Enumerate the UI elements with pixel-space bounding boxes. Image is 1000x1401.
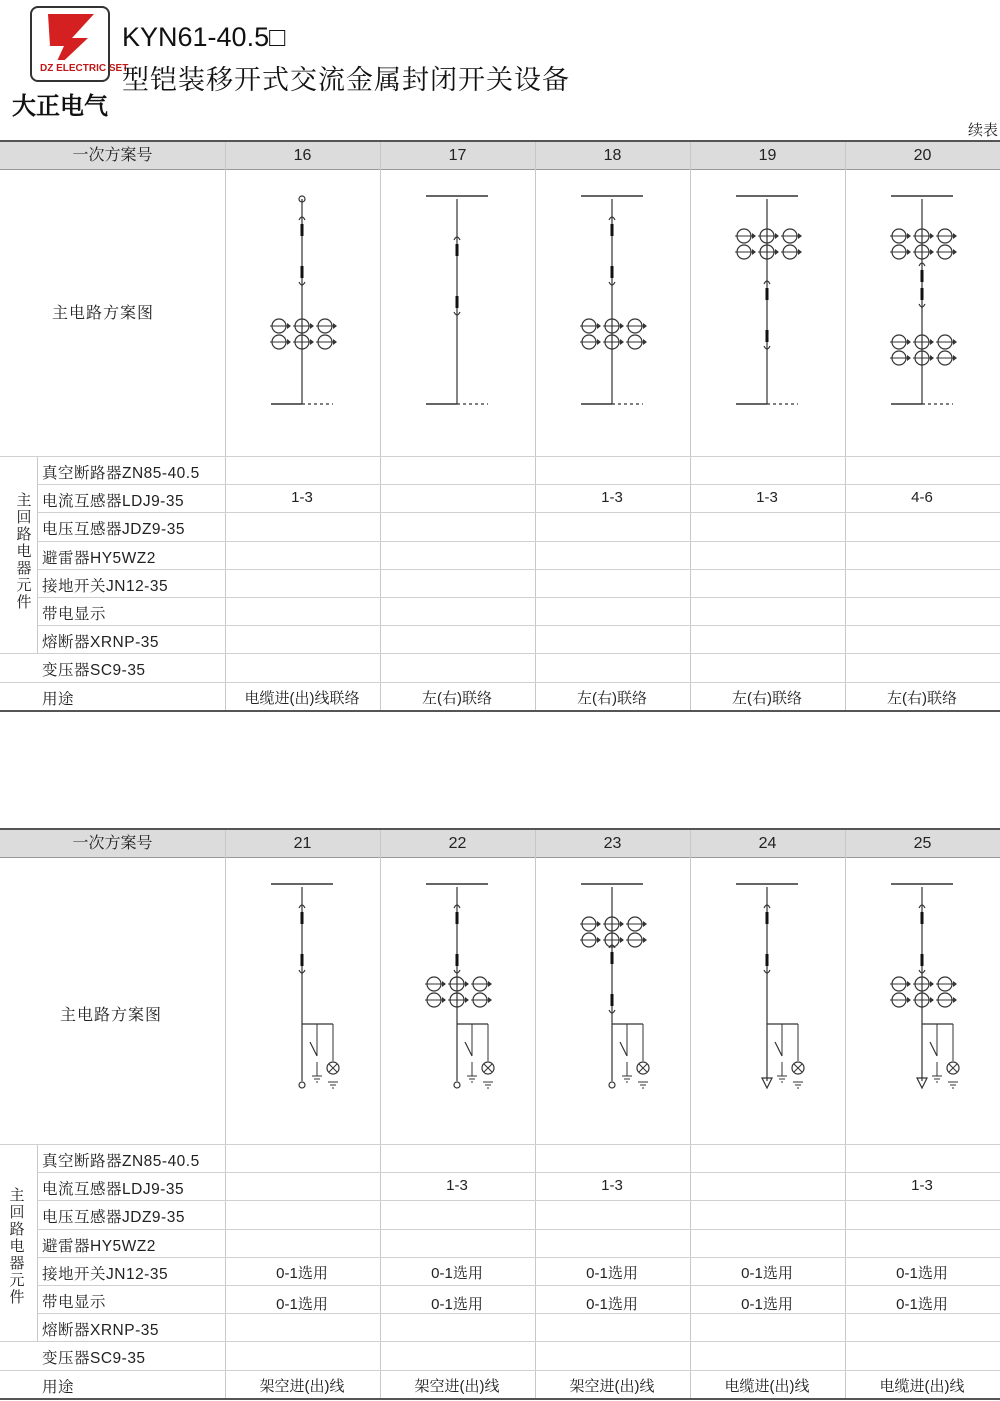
component-quantity: 0-1选用: [431, 1264, 483, 1282]
row-divider: [0, 1341, 1000, 1342]
indicator-cross-icon: [949, 1064, 957, 1072]
row-divider: [37, 1229, 1000, 1230]
column-divider: [225, 142, 226, 169]
column-divider: [225, 830, 226, 857]
ct-arrow-icon: [907, 981, 911, 987]
column-divider: [690, 830, 691, 857]
row-divider: [37, 1172, 1000, 1173]
ct-arrow-icon: [930, 981, 934, 987]
component-quantity: 1-3: [601, 489, 623, 507]
main-circuit-diagram: [380, 856, 535, 1144]
lightning-logo-icon: [32, 8, 129, 80]
ground-icon: [948, 1082, 958, 1088]
column-divider: [535, 856, 536, 1398]
ct-arrow-icon: [287, 323, 291, 329]
column-divider: [380, 142, 381, 169]
ct-arrow-icon: [643, 921, 647, 927]
ground-icon: [793, 1082, 803, 1088]
ct-arrow-icon: [953, 355, 957, 361]
ct-arrow-icon: [907, 339, 911, 345]
ct-arrow-icon: [907, 233, 911, 239]
component-label: 变压器SC9-35: [42, 662, 146, 680]
ct-arrow-icon: [442, 997, 446, 1003]
ct-arrow-icon: [930, 355, 934, 361]
ct-arrow-icon: [597, 339, 601, 345]
table-header-row: [0, 140, 1000, 170]
row-divider: [37, 1200, 1000, 1201]
ground-icon: [328, 1082, 338, 1088]
ct-arrow-icon: [643, 339, 647, 345]
scheme-number-22: 22: [448, 835, 467, 852]
ct-arrow-icon: [620, 323, 624, 329]
scheme-number-16: 16: [293, 147, 312, 164]
component-label: 电压互感器JDZ9-35: [42, 1209, 185, 1227]
ct-arrow-icon: [597, 937, 601, 943]
ct-arrow-icon: [930, 249, 934, 255]
ct-arrow-icon: [620, 921, 624, 927]
component-label: 用途: [42, 690, 75, 708]
main-circuit-diagram: [535, 168, 690, 456]
main-circuit-diagram: [225, 856, 380, 1144]
component-label: 真空断路器ZN85-40.5: [42, 465, 200, 482]
ground-icon: [932, 1076, 942, 1082]
row-divider: [37, 1313, 1000, 1314]
row-divider: [0, 1370, 1000, 1371]
row-divider: [0, 456, 1000, 457]
component-label: 电流互感器LDJ9-35: [42, 493, 185, 511]
scheme-number-21: 21: [293, 835, 312, 852]
component-label: 熔断器XRNP-35: [42, 634, 159, 652]
ct-arrow-icon: [953, 339, 957, 345]
table-bottom-border: [0, 710, 1000, 712]
main-circuit-diagram: [225, 168, 380, 456]
component-label: 带电显示: [42, 606, 107, 623]
ground-icon: [622, 1076, 632, 1082]
row-divider: [37, 541, 1000, 542]
component-quantity: 1-3: [291, 489, 313, 507]
ct-arrow-icon: [488, 981, 492, 987]
indicator-cross-icon: [639, 1064, 647, 1072]
ground-icon: [483, 1082, 493, 1088]
ct-arrow-icon: [488, 997, 492, 1003]
column-divider: [225, 856, 226, 1398]
scheme-number-24: 24: [758, 835, 777, 852]
column-divider: [845, 168, 846, 710]
main-circuit-diagram: [690, 856, 845, 1144]
component-quantity: 0-1选用: [586, 1296, 638, 1313]
scheme-number-header: 一次方案号: [72, 147, 153, 164]
scheme-number-20: 20: [913, 147, 932, 164]
component-quantity: 0-1选用: [741, 1264, 793, 1282]
ground-icon: [467, 1076, 477, 1082]
column-divider: [535, 142, 536, 169]
ct-arrow-icon: [953, 249, 957, 255]
component-quantity: 架空进(出)线: [569, 1377, 655, 1395]
ct-arrow-icon: [620, 937, 624, 943]
component-quantity: 0-1选用: [741, 1296, 793, 1313]
ct-arrow-icon: [907, 997, 911, 1003]
row-divider: [0, 682, 1000, 683]
scheme-number-23: 23: [603, 835, 622, 852]
product-model: KYN61-40.5□: [122, 22, 286, 52]
ct-arrow-icon: [775, 233, 779, 239]
product-title: 型铠装移开式交流金属封闭开关设备: [122, 65, 570, 95]
component-quantity: 1-3: [601, 1177, 623, 1195]
component-label: 真空断路器ZN85-40.5: [42, 1153, 200, 1170]
row-divider: [0, 653, 1000, 654]
component-quantity: 电缆进(出)线联络: [244, 689, 360, 707]
column-divider: [380, 856, 381, 1398]
earth-switch-blade: [930, 1042, 937, 1056]
scheme-number-17: 17: [448, 147, 467, 164]
main-circuit-label: 主电路方案图: [52, 305, 155, 322]
ct-arrow-icon: [465, 981, 469, 987]
earth-switch-blade: [620, 1042, 627, 1056]
component-label: 接地开关JN12-35: [42, 1265, 169, 1283]
row-divider: [37, 597, 1000, 598]
row-divider: [37, 512, 1000, 513]
earth-switch-blade: [775, 1042, 782, 1056]
component-label: 接地开关JN12-35: [42, 577, 169, 595]
terminal-icon: [609, 1082, 615, 1088]
main-circuit-diagram: [535, 856, 690, 1144]
component-quantity: 4-6: [911, 489, 933, 507]
table-header-row: [0, 828, 1000, 858]
company-logo: [30, 6, 129, 82]
component-quantity: 0-1选用: [586, 1264, 638, 1282]
column-divider: [380, 168, 381, 710]
ct-arrow-icon: [907, 249, 911, 255]
ct-arrow-icon: [930, 233, 934, 239]
group-divider: [37, 456, 38, 653]
main-circuit-components-label: 主回路电器元件: [16, 492, 32, 611]
logo-mark-text: DZ ELECTRIC SET: [40, 63, 129, 74]
column-divider: [535, 830, 536, 857]
component-quantity: 左(右)联络: [887, 689, 957, 707]
ground-icon: [638, 1082, 648, 1088]
terminal-icon: [454, 1082, 460, 1088]
row-divider: [37, 625, 1000, 626]
ground-icon: [312, 1076, 322, 1082]
column-divider: [845, 830, 846, 857]
indicator-cross-icon: [329, 1064, 337, 1072]
component-quantity: 0-1选用: [896, 1296, 948, 1313]
component-label: 电压互感器JDZ9-35: [42, 521, 185, 539]
group-divider: [37, 1144, 38, 1341]
ct-arrow-icon: [643, 323, 647, 329]
ct-arrow-icon: [752, 233, 756, 239]
component-quantity: 电缆进(出)线: [879, 1377, 965, 1395]
component-label: 避雷器HY5WZ2: [42, 1237, 156, 1255]
component-quantity: 0-1选用: [276, 1264, 328, 1282]
ct-arrow-icon: [907, 355, 911, 361]
main-circuit-label: 主电路方案图: [60, 1007, 163, 1024]
column-divider: [380, 830, 381, 857]
ct-arrow-icon: [287, 339, 291, 345]
component-label: 带电显示: [42, 1294, 107, 1311]
component-quantity: 0-1选用: [896, 1264, 948, 1282]
component-quantity: 架空进(出)线: [259, 1377, 345, 1395]
scheme-number-header: 一次方案号: [72, 835, 153, 852]
brand-name: 大正电气: [12, 91, 108, 120]
main-circuit-diagram: [845, 856, 1000, 1144]
row-divider: [37, 1257, 1000, 1258]
ct-arrow-icon: [930, 997, 934, 1003]
row-divider: [37, 569, 1000, 570]
ct-arrow-icon: [465, 997, 469, 1003]
ct-arrow-icon: [953, 981, 957, 987]
column-divider: [845, 142, 846, 169]
component-quantity: 1-3: [756, 489, 778, 507]
ct-arrow-icon: [798, 233, 802, 239]
ct-arrow-icon: [597, 921, 601, 927]
component-label: 变压器SC9-35: [42, 1350, 146, 1368]
indicator-cross-icon: [794, 1064, 802, 1072]
component-quantity: 1-3: [446, 1177, 468, 1195]
component-quantity: 架空进(出)线: [414, 1377, 500, 1395]
indicator-cross-icon: [484, 1064, 492, 1072]
ct-arrow-icon: [953, 233, 957, 239]
component-quantity: 左(右)联络: [422, 689, 492, 707]
row-divider: [37, 484, 1000, 485]
ct-arrow-icon: [930, 339, 934, 345]
column-divider: [690, 856, 691, 1398]
ct-arrow-icon: [775, 249, 779, 255]
ct-arrow-icon: [620, 339, 624, 345]
main-circuit-components-label: 主回路电器元件: [9, 1187, 25, 1306]
earth-switch-blade: [465, 1042, 472, 1056]
component-quantity: 0-1选用: [276, 1296, 328, 1313]
ct-arrow-icon: [310, 339, 314, 345]
column-divider: [690, 168, 691, 710]
component-quantity: 左(右)联络: [732, 689, 802, 707]
ct-arrow-icon: [333, 339, 337, 345]
main-circuit-diagram: [380, 168, 535, 456]
column-divider: [225, 168, 226, 710]
component-label: 熔断器XRNP-35: [42, 1322, 159, 1340]
earth-switch-blade: [310, 1042, 317, 1056]
ct-arrow-icon: [643, 937, 647, 943]
component-quantity: 左(右)联络: [577, 689, 647, 707]
scheme-number-18: 18: [603, 147, 622, 164]
row-divider: [0, 1144, 1000, 1145]
table-bottom-border: [0, 1398, 1000, 1400]
scheme-number-25: 25: [913, 835, 932, 852]
column-divider: [690, 142, 691, 169]
main-circuit-diagram: [845, 168, 1000, 456]
component-label: 避雷器HY5WZ2: [42, 549, 156, 567]
ground-icon: [777, 1076, 787, 1082]
component-quantity: 电缆进(出)线: [724, 1377, 810, 1395]
main-circuit-diagram: [690, 168, 845, 456]
scheme-number-19: 19: [758, 147, 777, 164]
continued-label: 续表: [967, 122, 998, 139]
column-divider: [535, 168, 536, 710]
ct-arrow-icon: [310, 323, 314, 329]
ct-arrow-icon: [442, 981, 446, 987]
ct-arrow-icon: [752, 249, 756, 255]
column-divider: [845, 856, 846, 1398]
ct-arrow-icon: [333, 323, 337, 329]
component-label: 电流互感器LDJ9-35: [42, 1181, 185, 1199]
component-label: 用途: [42, 1378, 75, 1396]
ct-arrow-icon: [798, 249, 802, 255]
row-divider: [37, 1285, 1000, 1286]
component-quantity: 1-3: [911, 1177, 933, 1195]
ct-arrow-icon: [597, 323, 601, 329]
ct-arrow-icon: [953, 997, 957, 1003]
terminal-icon: [299, 1082, 305, 1088]
component-quantity: 0-1选用: [431, 1296, 483, 1313]
